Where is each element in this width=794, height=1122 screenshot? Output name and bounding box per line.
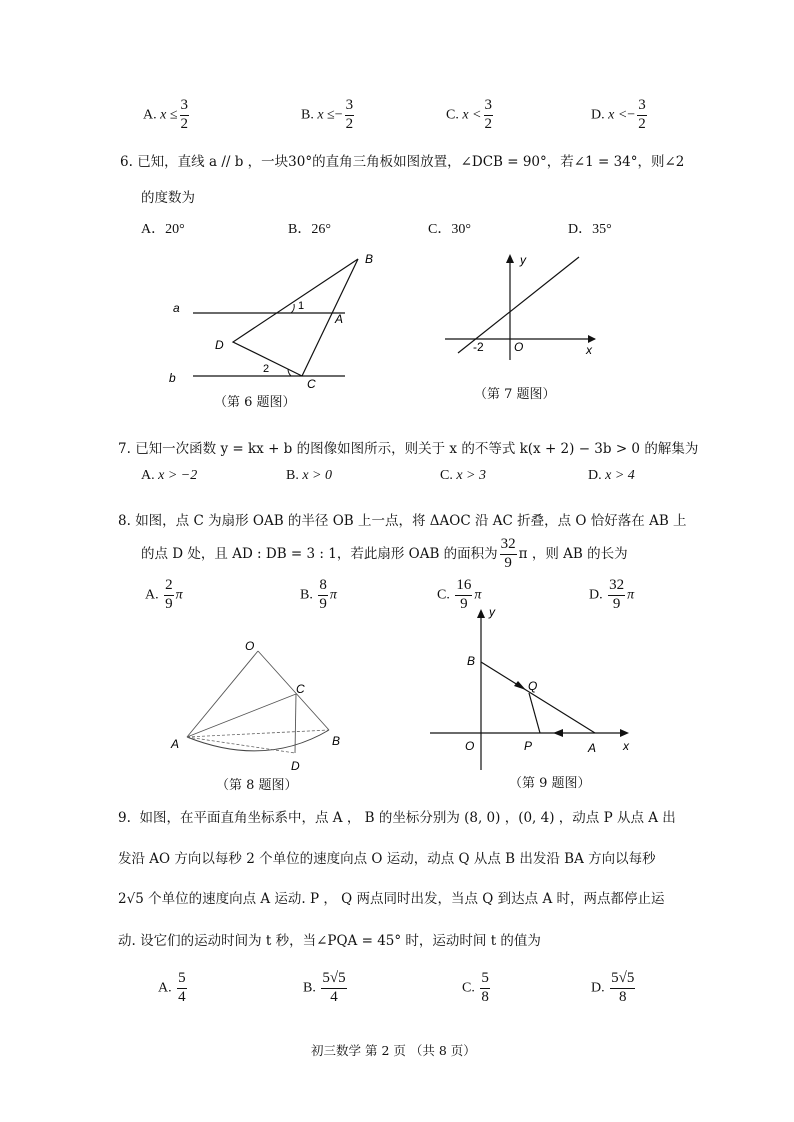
- label-a: A: [588, 741, 597, 755]
- segment-ba: [481, 662, 595, 733]
- q6-stem-line2: 的度数为: [141, 190, 195, 206]
- segment-qp: [529, 693, 540, 733]
- q5-option-b: B. x ≤− $\frac{3}{2}$: [301, 97, 354, 132]
- q5-option-d: D. x <− $\frac{3}{2}$: [591, 97, 646, 132]
- figure-9: [425, 600, 645, 772]
- label-neg2: -2: [473, 340, 484, 354]
- label-c: C: [296, 682, 305, 696]
- q9-option-a: A. $\frac{5}{4}$: [158, 970, 186, 1005]
- label-p: P: [524, 739, 533, 753]
- q5-option-c: C. x < $\frac{3}{2}$: [446, 97, 493, 132]
- q8-stem-line2: 的点 D 处，且 AD : DB = 3 : 1，若此扇形 OAB 的面积为 $\frac{32}{9}$ π ，则 AB 的长为: [141, 536, 628, 571]
- q7-option-b: B. x > 0: [286, 468, 333, 483]
- label-b: B: [467, 654, 476, 668]
- figure-7-caption: （第 7 题图）: [474, 387, 556, 402]
- y-axis-arrow: [477, 609, 485, 618]
- label-angle-2: 2: [263, 363, 270, 375]
- figure-9-caption: （第 9 题图）: [509, 776, 591, 791]
- q8-option-b: B. $\frac{8}{9}$ π: [300, 577, 337, 612]
- label-x: x: [586, 343, 592, 357]
- figure-6: [160, 248, 390, 393]
- q6-option-a: A．20°: [141, 222, 185, 237]
- label-o: O: [514, 340, 524, 354]
- q8-option-c: C. $\frac{16}{9}$ π: [437, 577, 482, 612]
- q9-stem-line4: 动. 设它们的运动时间为 t 秒，当∠PQA = 45° 时，运动时间 t 的值为: [118, 933, 541, 949]
- label-line-a: a: [173, 301, 180, 315]
- q5-option-a: A. x ≤ $\frac{3}{2}$: [143, 97, 189, 132]
- q7-stem: 7. 已知一次函数 y = kx + b 的图像如图所示，则关于 x 的不等式 k(x + 2) − 3b > 0 的解集为: [118, 441, 699, 457]
- label-o: O: [245, 639, 255, 653]
- q8-option-d: D. $\frac{32}{9}$ π: [589, 577, 635, 612]
- label-b-point: B: [365, 252, 374, 266]
- arrow-ao: [553, 729, 563, 737]
- label-angle-1: 1: [298, 300, 305, 312]
- q7-option-d: D. x > 4: [588, 468, 635, 483]
- label-y: y: [489, 605, 495, 619]
- q9-stem-line3: 2√5 个单位的速度向点 A 运动. P ， Q 两点同时出发，当点 Q 到达点 A 时，两点都停止运: [118, 891, 665, 907]
- q9-stem-line2: 发沿 AO 方向以每秒 2 个单位的速度向点 O 运动，动点 Q 从点 B 出发沿 BA 方向以每秒: [118, 851, 656, 867]
- q9-option-d: D. $\frac{5√5}{8}$: [591, 970, 635, 1005]
- label-b: B: [332, 734, 341, 748]
- figure-8: [165, 633, 355, 773]
- chord-ab-dashed: [187, 730, 329, 737]
- label-line-b: b: [169, 371, 176, 385]
- q6-stem-line1: 6. 已知，直线 a // b ，一块30°的直角三角板如图放置，∠DCB = 90°，若∠1 = 34°，则∠2: [120, 154, 685, 170]
- x-axis-arrow: [620, 729, 629, 737]
- page-footer: 初三数学 第 2 页 （共 8 页）: [311, 1043, 476, 1058]
- q8-stem-line1: 8. 如图，点 C 为扇形 OAB 的半径 OB 上一点，将 ΔAOC 沿 AC 折叠，点 O 恰好落在 AB 上: [118, 513, 687, 529]
- label-c-point: C: [307, 377, 316, 391]
- x-axis-arrow: [588, 335, 596, 343]
- q7-option-c: C. x > 3: [440, 468, 487, 483]
- q9-option-c: C. $\frac{5}{8}$: [462, 970, 489, 1005]
- q9-option-b: B. $\frac{5√5}{4}$: [303, 970, 346, 1005]
- q6-option-b: B．26°: [288, 222, 331, 237]
- label-a-point: A: [335, 312, 344, 326]
- label-a: A: [171, 737, 180, 751]
- q8-option-a: A. $\frac{2}{9}$ π: [145, 577, 183, 612]
- radius-oa: [187, 651, 258, 737]
- figure-8-caption: （第 8 题图）: [216, 778, 298, 793]
- segment-ac: [187, 694, 296, 737]
- q6-option-d: D．35°: [568, 222, 612, 237]
- label-o: O: [465, 739, 475, 753]
- label-y: y: [520, 253, 526, 267]
- y-axis-arrow: [506, 254, 514, 263]
- radius-ob: [258, 651, 329, 730]
- label-d-point: D: [215, 338, 224, 352]
- label-d: D: [291, 759, 300, 773]
- arrow-ba: [514, 681, 526, 690]
- segment-cd: [295, 694, 296, 753]
- q7-option-a: A. x > −2: [141, 468, 198, 483]
- label-q: Q: [528, 679, 538, 693]
- figure-6-caption: （第 6 题图）: [214, 395, 296, 410]
- q6-option-c: C．30°: [428, 222, 471, 237]
- q9-stem-line1: 9. 如图，在平面直角坐标系中，点 A ， B 的坐标分别为 (8, 0) ，(0, 4) ，动点 P 从点 A 出: [118, 810, 676, 826]
- figure-7: [440, 250, 610, 380]
- label-x: x: [623, 739, 629, 753]
- triangle-leg-bc: [302, 259, 358, 376]
- angle-1-arc: [291, 304, 294, 313]
